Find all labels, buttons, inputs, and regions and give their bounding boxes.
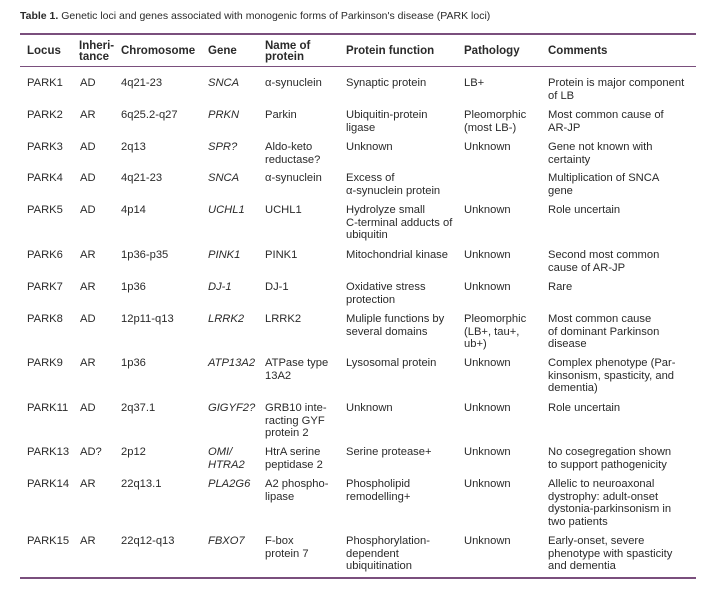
header-inheritance-line: tance [79,51,110,63]
header-name-line: protein [265,51,304,63]
comments-cell [548,281,572,294]
cell-line: ligase [346,121,376,134]
cell-line: protection [346,293,396,306]
cell-line: SNCA [208,172,240,184]
cell-line: Unknown [464,204,511,216]
chromosome-cell: 1p36-p35 [121,249,169,261]
pathology-cell [464,141,511,154]
cell-line: LB+ [464,77,485,89]
caption-text: Genetic loci and genes associated with monogenic forms of Parkinson's disease (PARK loci) [61,10,491,22]
cell-line: Phospholipid [346,478,411,490]
cell-line: ub+) [464,338,487,350]
locus-cell: PARK3 [27,141,63,153]
cell-line: UCHL1 [265,204,302,216]
cell-line: remodelling+ [346,490,411,503]
comments-cell [548,357,675,395]
comments-cell [548,141,652,166]
cell-line: Muliple functions by [346,313,445,325]
protein-function-cell [346,204,452,242]
protein-name-cell [265,77,322,90]
inheritance-cell: AR [80,357,96,369]
cell-line: Complex phenotype (Par- [548,357,676,369]
protein-function-cell [346,141,393,154]
cell-line: Rare [548,281,573,293]
cell-line: GRB10 inte- [265,402,327,414]
inheritance-cell: AR [80,249,96,261]
pathology-cell [464,109,526,134]
chromosome-cell: 4p14 [121,204,146,216]
bottom-rule [20,577,696,579]
comments-cell [548,77,684,102]
cell-line: Most common cause of [548,109,664,121]
cell-line: several domains [346,325,428,338]
protein-name-cell [265,141,320,166]
cell-line: HTRA2 [208,458,245,471]
chromosome-cell: 4q21-23 [121,172,163,184]
cell-line: HtrA serine [265,446,321,458]
protein-function-cell [346,446,432,459]
pathology-cell [464,77,484,90]
cell-line: of LB [548,89,575,102]
cell-line: α-synuclein [265,77,322,89]
chromosome-cell: 22q13.1 [121,478,162,490]
cell-line: α-synuclein protein [346,184,441,197]
cell-line: Role uncertain [548,204,621,216]
cell-line: ubiquitin [346,229,388,241]
locus-cell: PARK13 [27,446,70,458]
gene-cell [208,172,239,185]
chromosome-cell: 4q21-23 [121,77,163,89]
cell-line: LRRK2 [208,313,245,325]
gene-cell [208,446,245,471]
cell-line: SPR? [208,141,238,153]
cell-line: Unknown [464,535,511,547]
cell-line: PRKN [208,109,240,121]
cell-line: DJ-1 [265,281,289,293]
comments-cell [548,204,620,217]
cell-line: protein 7 [265,547,309,560]
header-gene: Gene [208,45,237,57]
cell-line: kinsonism, spasticity, and [548,369,675,382]
cell-line: Unknown [464,141,511,153]
cell-line: peptidase 2 [265,458,323,471]
pathology-cell [464,357,511,370]
gene-cell [208,77,239,90]
cell-line: gene [548,184,573,197]
protein-function-cell [346,357,436,370]
header-comments: Comments [548,45,608,57]
protein-name-cell [265,402,327,440]
chromosome-cell: 1p36 [121,357,146,369]
cell-line: and dementia [548,560,616,572]
protein-name-cell [265,109,297,122]
protein-name-cell [265,204,302,217]
cell-line: Early-onset, severe [548,535,645,547]
cell-line: PINK1 [265,249,298,261]
cell-line: Synaptic protein [346,77,427,89]
cell-line: phenotype with spasticity [548,547,673,560]
chromosome-cell: 22q12-q13 [121,535,175,547]
cell-line: Aldo-keto [265,141,313,153]
comments-cell [548,402,620,415]
cell-line: A2 phospho- [265,478,329,490]
header-inheritance-line: Inheri- [79,40,115,52]
cell-line: Phosphorylation- [346,535,430,547]
header-name-line: Name of [265,40,311,52]
cell-line: Oxidative stress [346,281,426,293]
gene-cell [208,204,245,217]
protein-function-cell [346,535,430,573]
pathology-cell [464,249,511,262]
cell-line: dependent [346,547,399,560]
chromosome-cell: 2q13 [121,141,146,153]
cell-line: Gene not known with [548,141,653,153]
chromosome-cell: 6q25.2-q27 [121,109,178,121]
cell-line: Unknown [464,357,511,369]
gene-cell [208,478,250,491]
header-inheritance [79,41,114,63]
cell-line: 13A2 [265,369,292,382]
gene-cell [208,357,255,370]
cell-line: Unknown [346,141,393,153]
cell-line: two patients [548,515,608,528]
cell-line: DJ-1 [208,281,232,293]
cell-line: dementia) [548,382,598,394]
protein-name-cell [265,535,309,560]
inheritance-cell: AR [80,281,96,293]
gene-cell [208,141,237,154]
protein-function-cell [346,172,440,197]
gene-cell [208,249,240,262]
pathology-cell [464,478,511,491]
cell-line: to support pathogenicity [548,458,667,471]
cell-line: disease [548,338,587,350]
cell-line: lipase [265,490,295,503]
header-protein-function: Protein function [346,45,435,57]
header-chromosome: Chromosome [121,45,196,57]
gene-cell [208,402,255,415]
cell-line: certainty [548,153,591,166]
locus-cell: PARK6 [27,249,63,261]
cell-line: PLA2G6 [208,478,251,490]
cell-line: Most common cause [548,313,652,325]
cell-line: C-terminal adducts of [346,216,453,229]
cell-line: Allelic to neuroaxonal [548,478,655,490]
cell-line: Excess of [346,172,395,184]
protein-function-cell [346,313,444,338]
cell-line: Unknown [346,402,393,414]
cell-line: cause of AR-JP [548,261,626,274]
protein-name-cell [265,313,301,326]
cell-line: PINK1 [208,249,241,261]
comments-cell [548,446,671,471]
inheritance-cell: AD [80,141,96,153]
protein-function-cell [346,281,426,306]
cell-line: Unknown [464,402,511,414]
top-rule [20,33,696,35]
cell-line: Unknown [464,478,511,490]
inheritance-cell: AD? [80,446,102,458]
comments-cell [548,249,659,274]
header-locus: Locus [27,45,61,57]
cell-line: Parkin [265,109,297,121]
inheritance-cell: AD [80,402,96,414]
cell-line: ATP13A2 [208,357,256,369]
comments-cell [548,109,664,134]
cell-line: F-box [265,535,294,547]
chromosome-cell: 12p11-q13 [121,313,174,325]
protein-name-cell [265,446,323,471]
protein-name-cell [265,478,328,503]
cell-line: α-synuclein [265,172,322,184]
inheritance-cell: AD [80,77,96,89]
cell-line: ubiquitination [346,560,412,572]
protein-name-cell [265,172,322,185]
cell-line: Unknown [464,249,511,261]
cell-line: of dominant Parkinson [548,325,660,338]
comments-cell [548,313,659,351]
chromosome-cell: 2p12 [121,446,146,458]
pathology-cell [464,313,526,351]
pathology-cell [464,446,511,459]
pathology-cell [464,402,511,415]
protein-name-cell [265,357,328,382]
comments-cell [548,172,659,197]
cell-line: Hydrolyze small [346,204,425,216]
cell-line: Ubiquitin-protein [346,109,428,121]
gene-cell [208,535,245,548]
locus-cell: PARK1 [27,77,63,89]
locus-cell: PARK9 [27,357,63,369]
header-rule [20,66,696,67]
cell-line: OMI/ [208,446,233,458]
chromosome-cell: 1p36 [121,281,146,293]
pathology-cell [464,535,511,548]
cell-line: Role uncertain [548,402,621,414]
cell-line: UCHL1 [208,204,245,216]
inheritance-cell: AR [80,535,96,547]
pathology-cell [464,204,511,217]
locus-cell: PARK11 [27,402,69,414]
locus-cell: PARK4 [27,172,63,184]
comments-cell [548,535,672,573]
inheritance-cell: AD [80,313,96,325]
inheritance-cell: AR [80,478,96,490]
cell-line: GIGYF2? [208,402,256,414]
locus-cell: PARK8 [27,313,63,325]
cell-line: Multiplication of SNCA [548,172,660,184]
cell-line: Pleomorphic [464,313,527,325]
cell-line: ATPase type [265,357,329,369]
cell-line: dystonia-parkinsonism in [548,503,672,515]
cell-line: dystrophy: adult-onset [548,490,659,503]
locus-cell: PARK5 [27,204,63,216]
header-name-of-protein [265,41,310,63]
cell-line: protein 2 [265,427,309,439]
locus-cell: PARK15 [27,535,70,547]
protein-function-cell [346,77,426,90]
inheritance-cell: AD [80,172,96,184]
table-caption [20,10,490,22]
protein-function-cell [346,478,410,503]
cell-line: Pleomorphic [464,109,527,121]
cell-line: LRRK2 [265,313,302,325]
locus-cell: PARK2 [27,109,63,121]
cell-line: (LB+, tau+, [464,325,520,338]
protein-function-cell [346,249,448,262]
gene-cell [208,281,232,294]
cell-line: (most LB-) [464,121,517,134]
comments-cell [548,478,671,528]
inheritance-cell: AR [80,109,96,121]
protein-function-cell [346,109,427,134]
gene-cell [208,109,239,122]
protein-name-cell [265,281,289,294]
cell-line: AR-JP [548,121,581,134]
cell-line: Second most common [548,249,660,261]
cell-line: Unknown [464,281,511,293]
protein-name-cell [265,249,297,262]
inheritance-cell: AD [80,204,96,216]
protein-function-cell [346,402,393,415]
cell-line: racting GYF [265,414,325,427]
cell-line: Unknown [464,446,511,458]
cell-line: Protein is major component [548,77,685,89]
header-pathology: Pathology [464,45,520,57]
cell-line: reductase? [265,153,321,166]
cell-line: No cosegregation shown [548,446,672,458]
locus-cell: PARK7 [27,281,63,293]
chromosome-cell: 2q37.1 [121,402,156,414]
cell-line: SNCA [208,77,240,89]
caption-label: Table 1. [20,10,59,22]
pathology-cell [464,281,511,294]
cell-line: Serine protease+ [346,446,432,458]
cell-line: Mitochondrial kinase [346,249,448,261]
locus-cell: PARK14 [27,478,70,490]
gene-cell [208,313,244,326]
cell-line: FBXO7 [208,535,245,547]
cell-line: Lysosomal protein [346,357,437,369]
